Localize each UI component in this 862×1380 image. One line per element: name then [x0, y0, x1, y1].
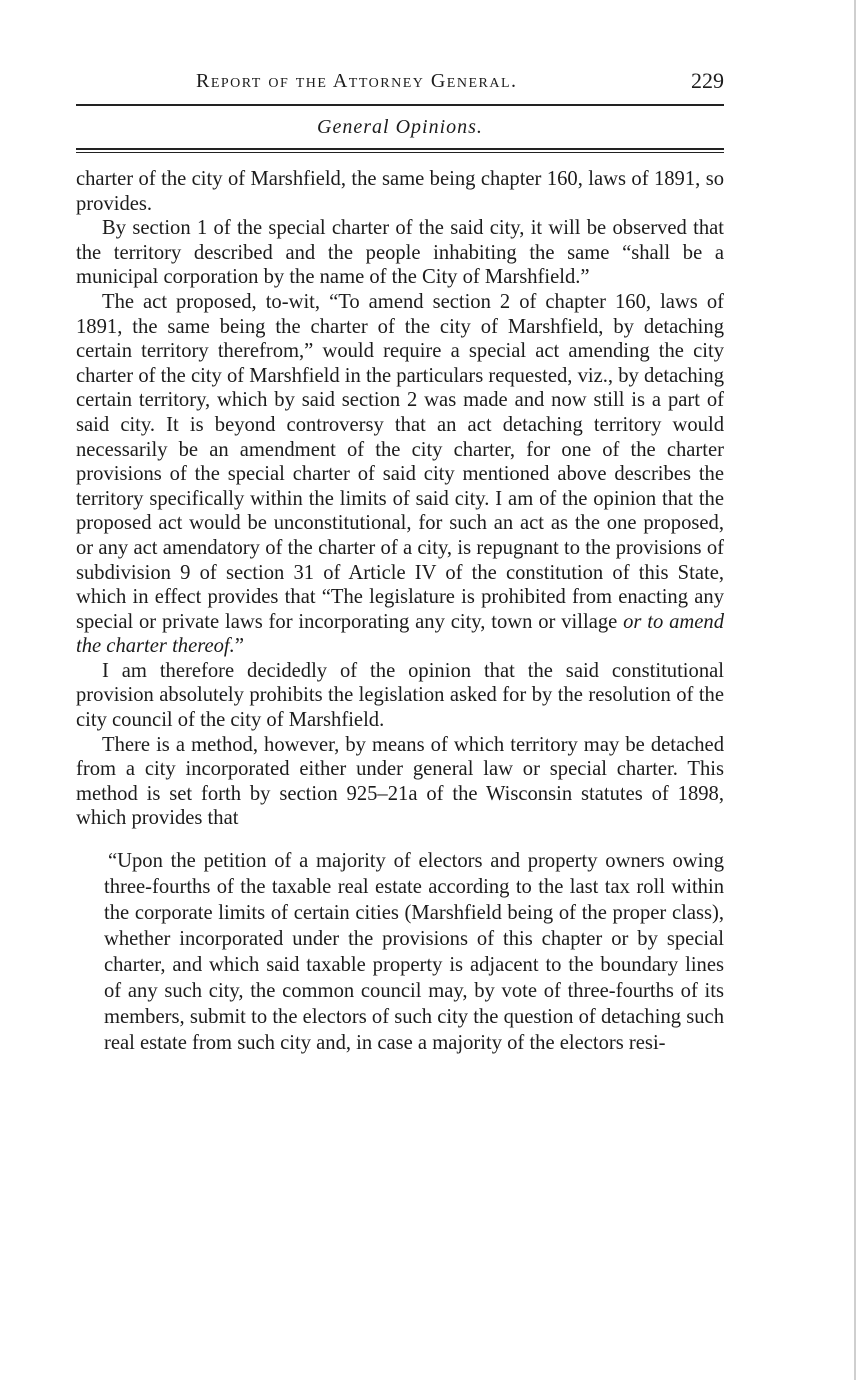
paragraph-act-proposed-close: ” — [234, 635, 244, 658]
header-rule-bottom — [76, 148, 724, 150]
paragraph-continuation: charter of the city of Marshfield, the same being chapter 160, laws of 1891, so provides. — [76, 168, 724, 215]
paragraph-method: There is a method, however, by means of which territory may be detached from a city incorporated either under general law or special charter. This method is set forth by section 925–21a of the Wisconsin statutes of 1898, which provides that — [76, 733, 724, 830]
header-rule-bottom-thin — [76, 152, 724, 153]
paragraph-opinion: I am therefore decidedly of the opinion that the said constitutional provision absolutely prohibits the legislation asked for by the resolution of the city council of the city of Marshfield. — [76, 659, 724, 732]
section-heading: General Opinions. — [317, 116, 483, 138]
paragraph-act-proposed — [76, 290, 724, 659]
paragraph-section-one: By section 1 of the special charter of the said city, it will be observed that the territory described and the people inhabiting the same “shall be a municipal corporation by the name of the City of Marshfield.” — [76, 217, 724, 289]
statute-quote — [104, 848, 724, 1056]
scan-edge-line — [854, 0, 856, 1380]
statute-quote-text: “Upon the petition of a majority of electors and property owners owing three-fourths of the taxable real estate according to the last tax roll within the corporate limits of certain cities (Marshfield being of the proper class), whether incorporated under the provisions of this chapter or by special charter, and which said taxable property is adjacent to the boundary lines of any such city, the common council may, by vote of three-fourths of its members, submit to the electors of such city the question of detaching such real estate from such city and, in case a majority of the electors resi- — [104, 850, 724, 1055]
paragraph-act-proposed-italic: or to amend the charter thereof. — [76, 610, 724, 658]
paragraph-act-proposed-text: The act proposed, to-wit, “To amend section 2 of chapter 160, laws of 1891, the same being the charter of the city of Marshfield, by detaching certain territory therefrom,” would require a special act amending the city charter of the city of Marshfield in the particulars requested, viz., by detaching certain territory, which by said section 2 was made and now still is a part of said city. It is beyond controversy that an act detaching territory would necessarily be an amendment of the city charter, for one of the charter provisions of the special charter of said city mentioned above describes the territory specifically within the limits of said city. I am of the opinion that the proposed act would be unconstitutional, for such an act as the one proposed, or any act amendatory of the charter of a city, is repugnant to the provisions of subdivision 9 of section 31 of Article IV of the constitution of this State, which in effect provides that “The legislature is prohibited from enacting any special or private laws for incorporating any city, town or village — [76, 290, 724, 633]
document-page — [76, 64, 724, 1056]
page-number: 229 — [691, 68, 724, 93]
body-text — [76, 167, 724, 831]
running-title: Report of the Attorney General. — [196, 70, 518, 92]
running-head — [76, 64, 724, 104]
